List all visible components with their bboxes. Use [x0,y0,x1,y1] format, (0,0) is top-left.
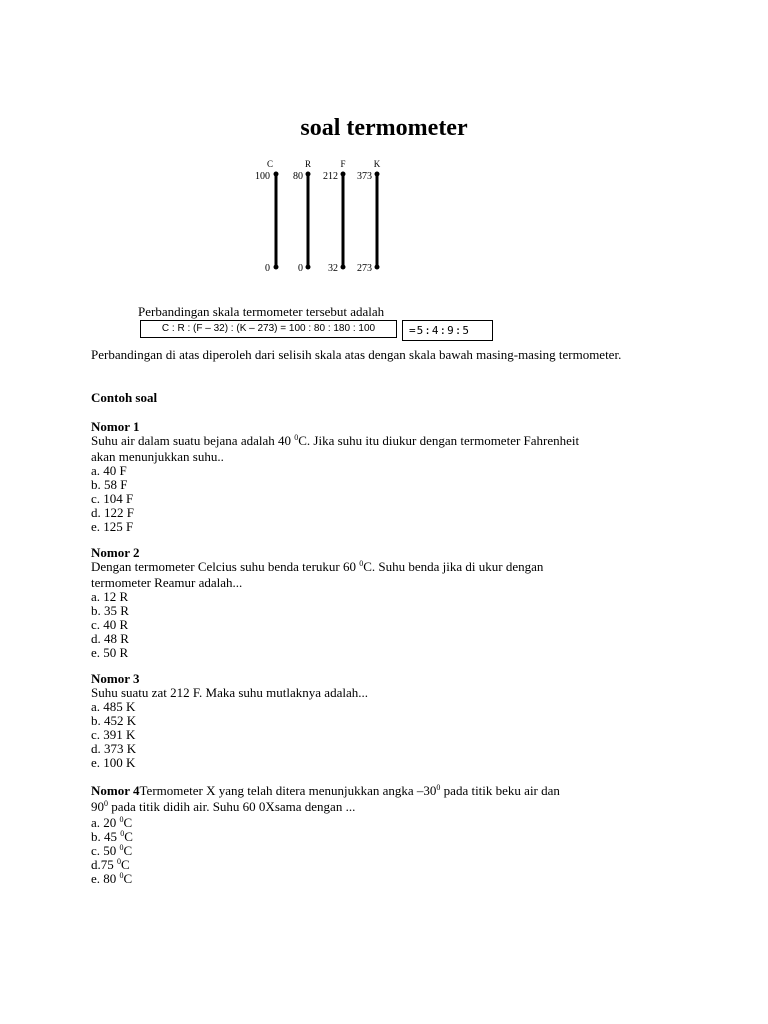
option-text: c. 50 [91,843,120,858]
question-1-text [91,434,579,450]
scale-f [323,159,346,274]
ratio-intro: Perbandingan skala termometer tersebut adalah [138,304,385,319]
scale-k-name: K [373,159,381,169]
degree-sup: 0 [359,559,364,568]
scale-k [357,159,381,274]
question-4-text-d: pada titik didih air. Suhu 60 0Xsama dengan ... [108,799,356,814]
question-4 [91,784,560,886]
option: e. 50 R [91,645,129,660]
question-4-text-c: 90 [91,799,104,814]
explanation-paragraph: Perbandingan di atas diperoleh dari selisih skala atas dengan skala bawah masing-masing termometer. [91,347,622,362]
question-4-text-line2 [91,800,560,816]
option: b. 35 R [91,603,129,618]
degree-sup: 0 [119,815,124,824]
degree-sup: 0 [104,799,108,808]
option [91,830,560,844]
question-2-label: Nomor 2 [91,545,140,560]
option-unit: C [123,871,133,886]
option: e. 125 F [91,519,134,534]
option: d. 122 F [91,505,134,520]
option-text: b. 45 [91,829,121,844]
question-1-label: Nomor 1 [91,419,140,434]
scale-r-bottom-dot [306,265,311,270]
question-3-text: Suhu suatu zat 212 F. Maka suhu mutlaknya adalah... [91,685,368,700]
degree-sup: 0 [119,871,124,880]
scale-k-bottom: 273 [357,263,372,274]
scale-c [255,159,279,274]
option [91,858,560,872]
question-4-text-a: Termometer X yang telah ditera menunjukkan angka –30 [139,783,437,798]
degree-sup: 0 [294,433,299,442]
question-4-label: Nomor 4 [91,783,140,798]
page-title: soal termometer [300,115,468,141]
scale-f-bottom-dot [341,265,346,270]
option: a. 12 R [91,589,129,604]
scale-r-name: R [304,159,312,169]
question-2-options [91,590,543,660]
question-1-options [91,464,579,534]
question-2 [91,546,543,660]
scale-f-top: 212 [323,171,338,182]
scale-c-bottom-dot [274,265,279,270]
option-unit: C [124,829,133,844]
option [91,816,560,830]
option: b. 452 K [91,713,137,728]
ratio-result: =5:4:9:5 [409,324,470,337]
option-unit: C [121,857,130,872]
question-1 [91,420,579,534]
ratio-result-box [402,320,493,341]
option: a. 40 F [91,463,127,478]
scale-c-bottom: 0 [265,263,270,274]
question-1-text-line2: akan menunjukkan suhu.. [91,449,224,464]
question-4-text-b: pada titik beku air dan [440,783,560,798]
question-1-text-b: C. Jika suhu itu diukur dengan termometer Fahrenheit [298,433,580,448]
question-4-options [91,816,560,886]
degree-sup: 0 [119,843,124,852]
thermometer-scales-diagram [248,158,398,278]
question-2-text-b: C. Suhu benda jika di ukur dengan [363,559,544,574]
question-1-text-a: Suhu air dalam suatu bejana adalah 40 [91,433,295,448]
option: c. 391 K [91,727,136,742]
option: e. 100 K [91,755,136,770]
option: d. 373 K [91,741,137,756]
scale-f-bottom: 32 [328,263,338,274]
scale-c-name: C [266,159,274,169]
ratio-formula: C : R : (F – 32) : (K – 273) = 100 : 80 : 180 : 100 [161,323,376,334]
option: c. 104 F [91,491,134,506]
degree-sup: 0 [117,857,121,866]
option: c. 40 R [91,617,129,632]
scale-k-top: 373 [357,171,372,182]
degree-sup: 0 [120,829,125,838]
scale-f-name: F [340,159,346,169]
question-2-text-line2: termometer Reamur adalah... [91,575,243,590]
option: d. 48 R [91,631,129,646]
question-3 [91,672,368,770]
scale-r [293,159,311,274]
example-heading: Contoh soal [91,390,158,405]
question-2-text-a: Dengan termometer Celcius suhu benda terukur 60 [91,559,360,574]
ratio-formula-box [140,320,397,338]
degree-sup: 0 [436,783,441,792]
scale-c-top: 100 [255,171,270,182]
option: a. 485 K [91,699,136,714]
option [91,872,560,886]
question-2-text [91,560,543,576]
option-text: a. 20 [91,815,120,830]
scale-r-bottom: 0 [298,263,303,274]
question-3-options [91,700,368,770]
option-text: e. 80 [91,871,120,886]
option-unit: C [123,843,133,858]
scale-r-top: 80 [293,171,303,182]
option [91,844,560,858]
option: b. 58 F [91,477,128,492]
scale-k-bottom-dot [375,265,380,270]
option-unit: C [123,815,133,830]
question-4-text [91,784,560,800]
question-3-label: Nomor 3 [91,671,140,686]
option-text: d.75 [91,857,117,872]
